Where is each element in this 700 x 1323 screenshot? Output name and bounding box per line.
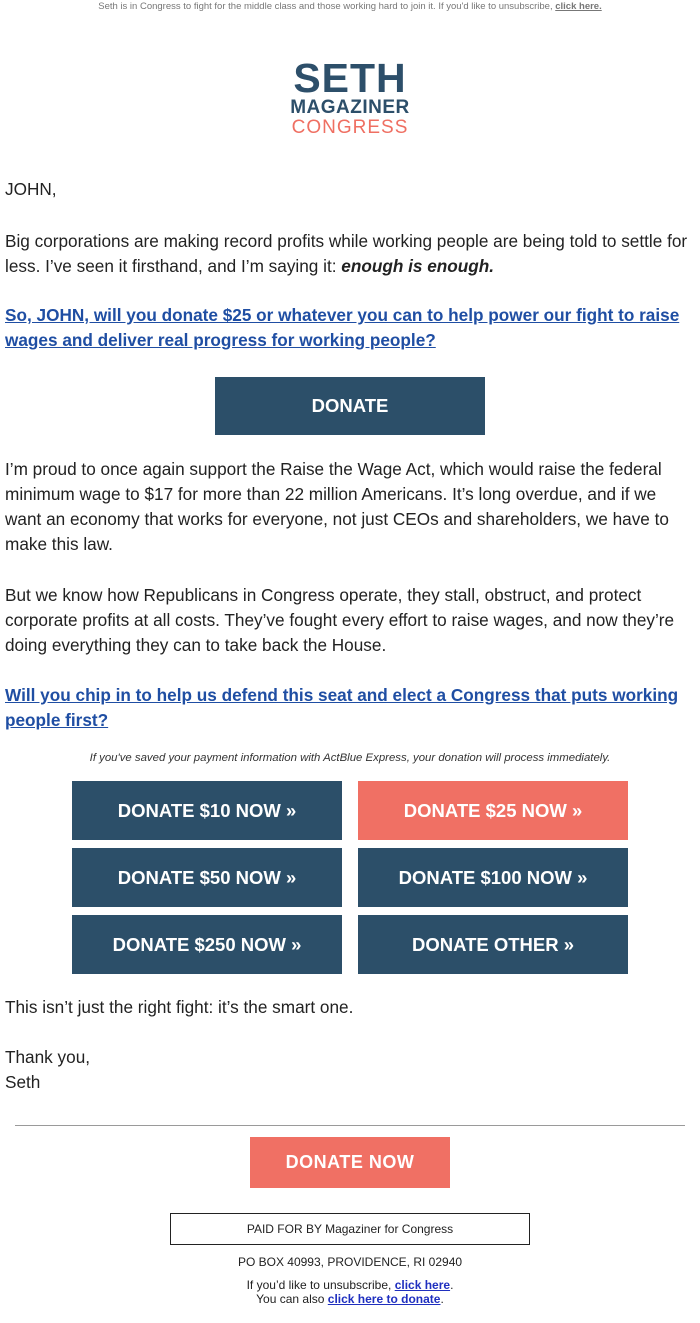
donate-other-button[interactable]: DONATE OTHER » — [358, 915, 628, 974]
mailing-address: PO BOX 40993, PROVIDENCE, RI 02940 — [237, 1255, 463, 1269]
donate-10-button[interactable]: DONATE $10 NOW » — [72, 781, 342, 840]
logo-line-seth: SETH — [293, 55, 407, 101]
preheader-text: Seth is in Congress to fight for the middle class and those working hard to join it. If you'd like to unsubscribe, — [98, 1, 553, 12]
footer-unsubscribe-line: If you’d like to unsubscribe, click here. — [246, 1278, 454, 1292]
footer-unsubscribe-link[interactable]: click here — [394, 1278, 451, 1292]
paragraph-1-text: Big corporations are making record profits while working people are being told to settle for less. I’ve seen it firsthand, and I’m saying it: — [5, 231, 688, 276]
donate-button[interactable]: DONATE — [215, 377, 485, 435]
paragraph-3: But we know how Republicans in Congress operate, they stall, obstruct, and protect corporate profits at all costs. They’ve fought every effort to raise wages, and now they’re doing everything they can to take back the House. — [5, 585, 675, 655]
greeting: JOHN, — [5, 179, 57, 199]
donate-ask-link-2[interactable]: Will you chip in to help us defend this seat and elect a Congress that puts working people first? — [5, 685, 679, 730]
footer-unsubscribe-text: If you’d like to unsubscribe, — [246, 1278, 392, 1292]
signature: Seth — [5, 1072, 41, 1092]
signoff: Thank you, — [5, 1047, 91, 1067]
paragraph-1 — [5, 229, 695, 279]
donate-250-button[interactable]: DONATE $250 NOW » — [72, 915, 342, 974]
closing-line: This isn’t just the right fight: it’s the smart one. — [5, 997, 354, 1017]
footer-divider — [15, 1125, 685, 1126]
paragraph-1-emphasis: enough is enough. — [341, 256, 495, 276]
footer-donate-link[interactable]: click here to donate — [327, 1292, 441, 1306]
preheader-unsubscribe-link[interactable]: click here. — [555, 1, 602, 12]
footer-donate-line: You can also click here to donate. — [256, 1292, 444, 1306]
donate-ask-link-1[interactable]: So, JOHN, will you donate $25 or whatever you can to help power our fight to raise wages and deliver real progress for working people? — [5, 305, 680, 350]
footer-also-text: You can also — [256, 1292, 325, 1306]
actblue-express-note: If you've saved your payment information with ActBlue Express, your donation will process immediately. — [89, 752, 611, 764]
donate-now-button[interactable]: DONATE NOW — [250, 1137, 450, 1188]
donate-50-button[interactable]: DONATE $50 NOW » — [72, 848, 342, 907]
logo-line-congress: CONGRESS — [291, 117, 409, 138]
paragraph-2: I’m proud to once again support the Raise the Wage Act, which would raise the federal minimum wage to $17 for more than 22 million Americans. It’s long overdue, and if we want an economy that works for everyone, not just CEOs and shareholders, we have to make this law. — [5, 459, 669, 554]
paid-for-disclaimer: PAID FOR BY Magaziner for Congress — [170, 1213, 530, 1245]
donate-25-button[interactable]: DONATE $25 NOW » — [358, 781, 628, 840]
campaign-logo — [0, 55, 700, 138]
preheader — [0, 1, 700, 12]
logo-line-magaziner: MAGAZINER — [290, 97, 410, 118]
donate-100-button[interactable]: DONATE $100 NOW » — [358, 848, 628, 907]
